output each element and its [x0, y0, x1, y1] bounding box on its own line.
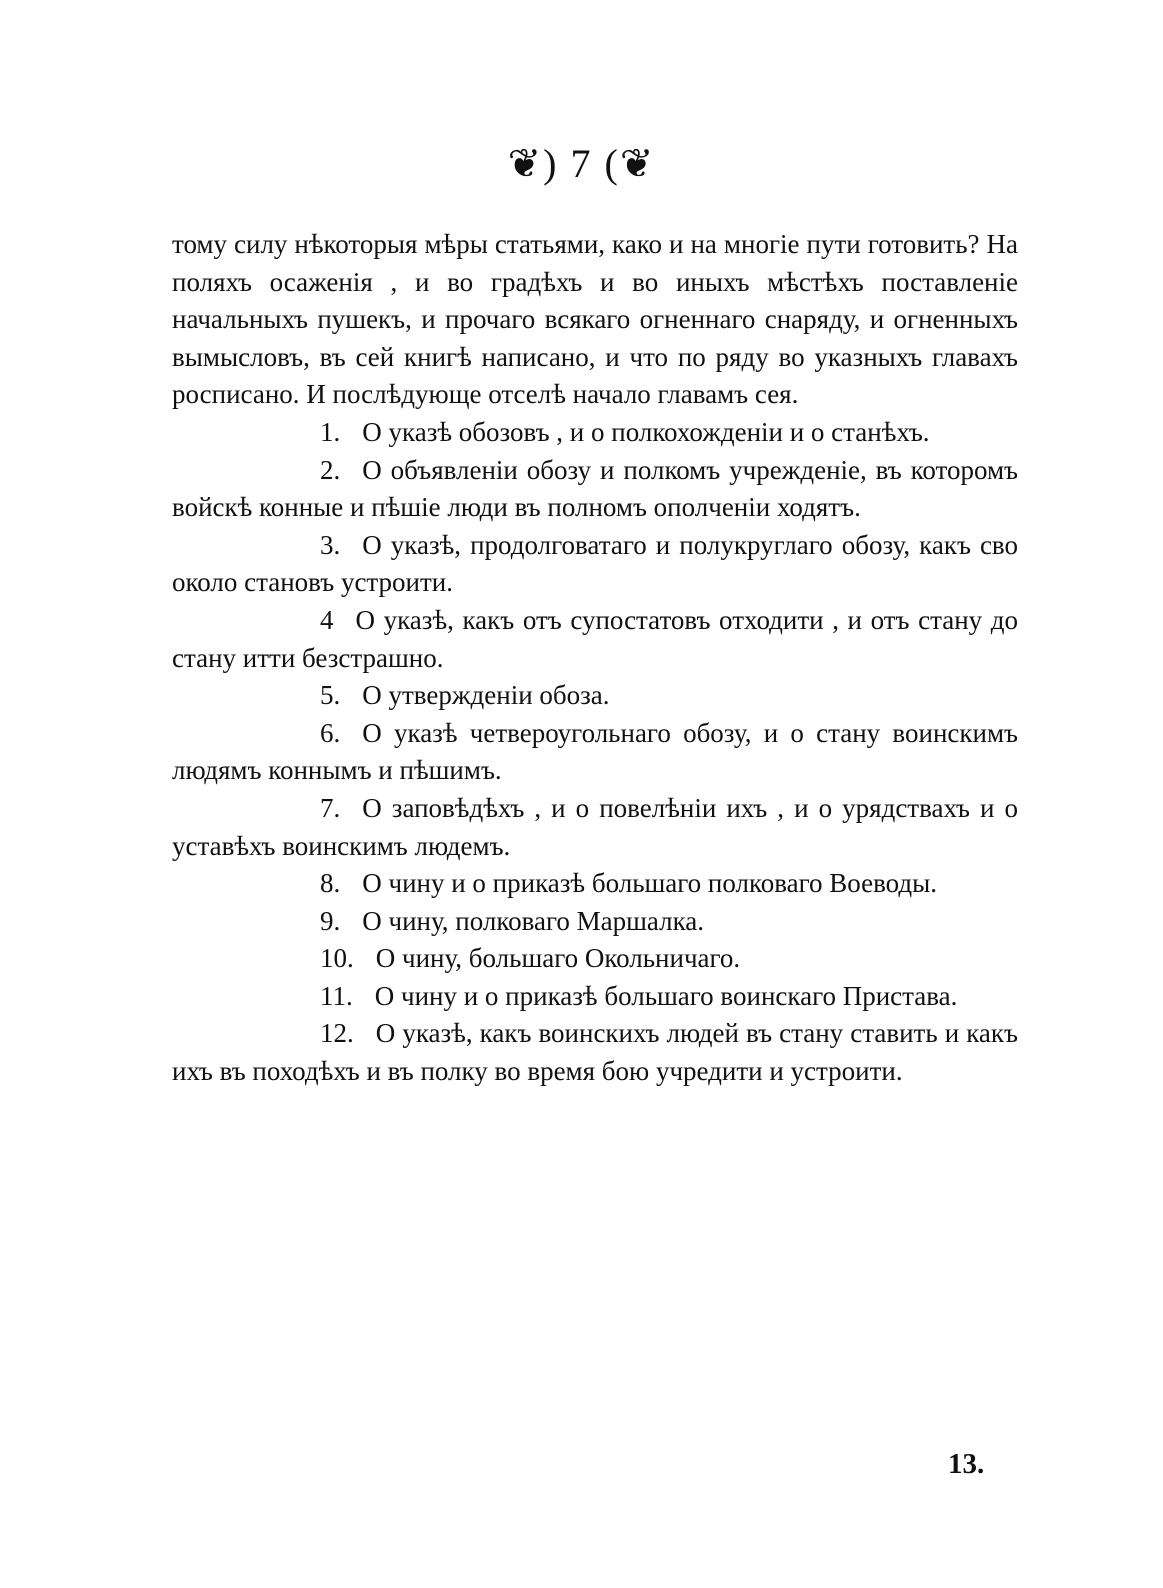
item-text: О утвержденіи обоза. — [362, 680, 610, 711]
item-number: 8. — [320, 868, 341, 899]
item-number: 1. — [320, 416, 341, 447]
list-item — [172, 903, 1018, 941]
item-text: О указѣ, какъ воинскихъ людей въ стану ставить и какъ ихъ въ походѣхъ и въ полку во время бою учредити и устроити. — [172, 1018, 1018, 1087]
item-number: 6. — [320, 717, 341, 748]
list-item — [172, 790, 1018, 865]
item-text: О объявленіи обозу и полкомъ учрежденіе, въ которомъ войскѣ конные и пѣшіе люди въ полномъ ополченіи ходятъ. — [172, 454, 1018, 523]
item-text: О указѣ, какъ отъ супостатовъ отходити , и отъ стану до стану итти безстрашно. — [172, 604, 1018, 673]
item-text: О чину, большаго Окольничаго. — [375, 943, 741, 974]
list-item — [172, 452, 1018, 527]
list-item — [172, 940, 1018, 978]
list-item — [172, 602, 1018, 677]
item-text: О чину и о приказѣ большаго полковаго Воеводы. — [362, 868, 938, 899]
list-item — [172, 527, 1018, 602]
item-text: О указѣ четвероугольнаго обозу, и о стану воинскимъ людямъ коннымъ и пѣшимъ. — [172, 717, 1018, 786]
item-number: 2. — [320, 454, 341, 485]
item-text: О чину, полковаго Маршалка. — [362, 905, 705, 936]
list-item — [172, 1015, 1018, 1090]
list-item — [172, 677, 1018, 715]
item-number: 9. — [320, 905, 341, 936]
running-head: ❦) 7 (❦ — [507, 141, 656, 186]
catchword: 13. — [948, 1448, 985, 1480]
item-text: О указѣ обозовъ , и о полкохожденіи и о станѣхъ. — [362, 416, 930, 447]
item-text: О чину и о приказѣ большаго воинскаго Пристава. — [374, 980, 958, 1011]
item-text: О указѣ, продолговатаго и полукруглаго обозу, какъ сво около становъ устроити. — [172, 529, 1018, 598]
item-text: О заповѣдѣхъ , и о повелѣніи ихъ , и о урядствахъ и о уставѣхъ воинскимъ людемъ. — [172, 792, 1018, 861]
item-number: 11. — [320, 980, 353, 1011]
item-number: 12. — [320, 1018, 354, 1049]
item-number: 4 — [320, 604, 334, 635]
list-item — [172, 865, 1018, 903]
list-item — [172, 978, 1018, 1016]
item-number: 3. — [320, 529, 341, 560]
list-item — [172, 715, 1018, 790]
item-number: 10. — [320, 943, 354, 974]
intro-paragraph: тому силу нѣкоторыя мѣры статьями, како и на многіе пути готовить? На поляхъ осаженія , и во градѣхъ и во иныхъ мѣстѣхъ поставленіе начальныхъ пушекъ, и прочаго всякаго огненнаго снаряду, и огненныхъ вымысловъ, въ сей книгѣ написано, и что по ряду во указныхъ главахъ росписано. И послѣдующе отселѣ начало главамъ сея. — [172, 229, 1018, 410]
body-text — [172, 226, 1018, 1091]
item-number: 5. — [320, 680, 341, 711]
item-number: 7. — [320, 792, 341, 823]
list-item — [172, 414, 1018, 452]
